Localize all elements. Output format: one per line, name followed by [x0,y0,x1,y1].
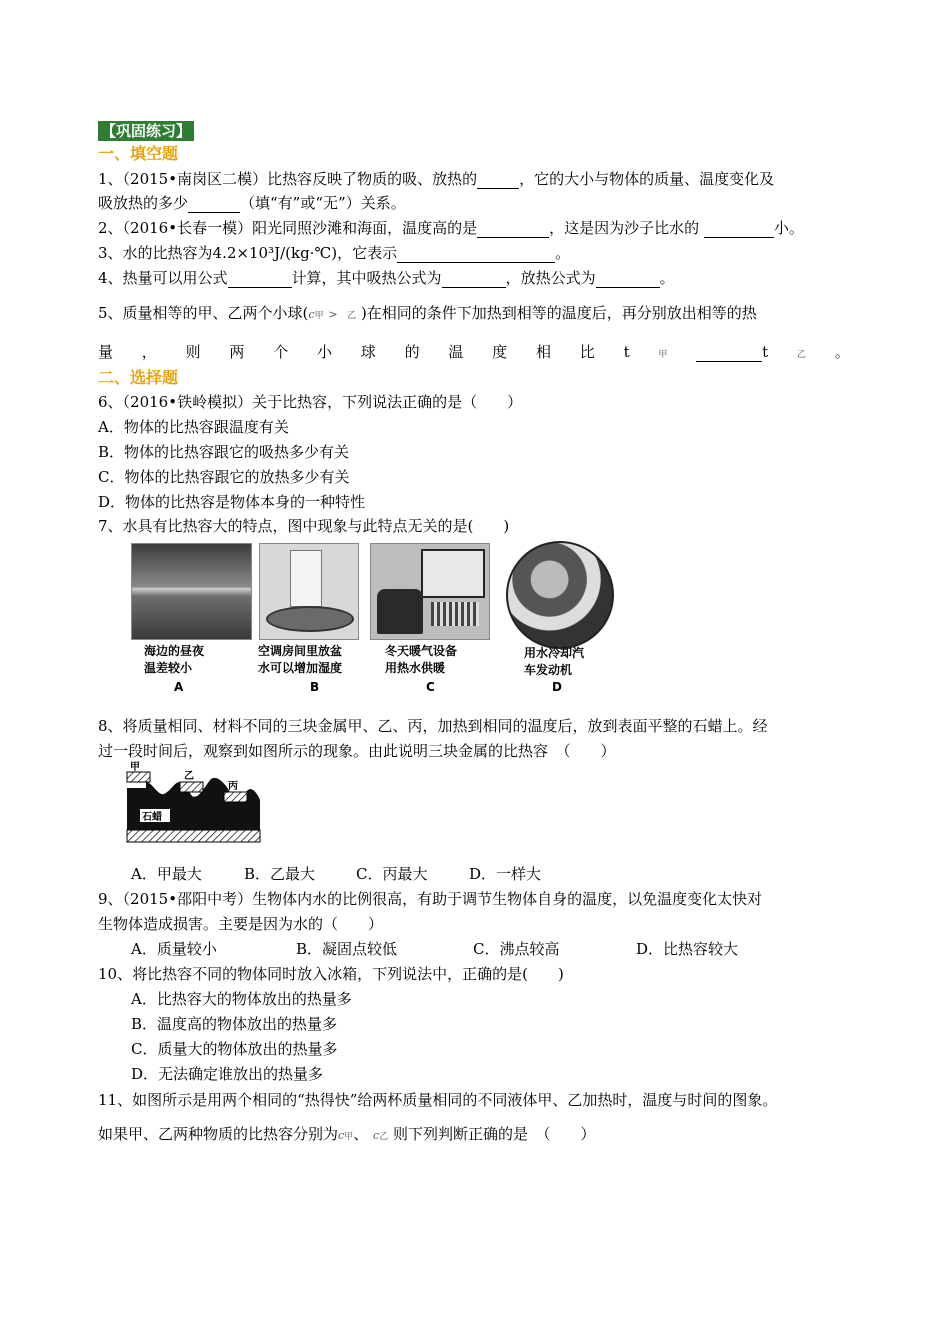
window-shape [421,549,485,598]
q8-line2: 过一段时间后，观察到如图所示的现象。由此说明三块金属的比热容 （ ） [98,742,616,760]
q9-line2: 生物体造成损害。主要是因为水的（ ） [98,915,384,933]
armchair-shape [377,589,423,634]
q4-blank1[interactable] [228,271,292,288]
q11-line2: 如果甲、乙两种物质的比热容分别为c甲、 c乙 则下列判断正确的是 （ ） [98,1125,596,1143]
q5-blank[interactable] [696,345,762,362]
q10-stem: 10、将比热容不同的物体同时放入冰箱，下列说法中，正确的是( ) [98,965,564,983]
q7-caption-a2: 温差较小 [144,661,193,675]
q3-line: 3、水的比热容为4.2×10³J/(kg·℃)，它表示 。 [98,244,571,262]
q7-label-d: D [552,680,562,694]
q1-blank2[interactable] [188,196,240,213]
q7-label-b: B [310,680,320,694]
q1-line2: 吸放热的多少 （填“有”或“无”）关系。 [98,194,406,212]
q3-blank[interactable] [397,246,555,263]
q9-line1: 9、（2015•邵阳中考）生物体内水的比例很高，有助于调节生物体自身的温度，以免温度变化太快对 [98,890,763,908]
practice-header: 【巩固练习】 [98,121,194,141]
q7-caption-b2: 水可以增加湿度 [258,661,343,675]
air-conditioner-shape [290,550,322,607]
block-jia [127,772,150,782]
q8-option-d[interactable]: D．一样大 [469,865,542,883]
q7-photo-b[interactable] [259,543,359,640]
label-jia: 甲 [130,762,140,773]
q2-blank1[interactable] [477,221,549,238]
q10-option-a[interactable]: A．比热容大的物体放出的热量多 [131,990,352,1008]
block-yi [180,782,203,792]
q8-option-c[interactable]: C．丙最大 [356,865,428,883]
q6-option-c[interactable]: C．物体的比热容跟它的放热多少有关 [98,468,350,486]
q7-caption-a1: 海边的昼夜 [144,644,205,658]
q7-caption-c1: 冬天暖气设备 [385,644,458,658]
label-yi: 乙 [184,771,194,782]
q7-photo-d[interactable] [506,541,614,649]
q9-option-b[interactable]: B．凝固点较低 [296,940,398,958]
q11-line1: 11、如图所示是用两个相同的“热得快”给两杯质量相同的不同液体甲、乙加热时，温度与时间的图象。 [98,1091,778,1109]
q7-photo-c[interactable] [370,543,490,640]
q7-label-a: A [174,680,184,694]
q5-line1: 5、质量相等的甲、乙两个小球(c甲 > 乙 )在相同的条件下加热到相等的温度后，再分别放出相等的热 [98,304,757,322]
q7-stem: 7、水具有比热容大的特点，图中现象与此特点无关的是( ) [98,517,510,535]
q6-stem: 6、（2016•铁岭模拟）关于比热容，下列说法正确的是（ ） [98,393,523,411]
q4-blank3[interactable] [596,271,660,288]
q10-option-d[interactable]: D．无法确定谁放出的热量多 [131,1065,324,1083]
q7-caption-b1: 空调房间里放盆 [258,644,343,658]
q8-line1: 8、将质量相同、材料不同的三块金属甲、乙、丙，加热到相同的温度后，放到表面平整的石蜡上。经 [98,717,768,735]
q6-option-a[interactable]: A．物体的比热容跟温度有关 [98,418,289,436]
q7-photo-a[interactable] [131,543,252,640]
label-bing: 丙 [228,781,238,792]
q10-option-b[interactable]: B．温度高的物体放出的热量多 [131,1015,338,1033]
q1-blank1[interactable] [477,172,519,189]
q2-line: 2、（2016•长春一模）阳光同照沙滩和海面，温度高的是 ，这是因为沙子比水的 小。 [98,219,804,237]
q9-option-a[interactable]: A．质量较小 [131,940,217,958]
block-bing [224,792,247,802]
q7-caption-d1: 用水冷却汽 [524,646,585,660]
q8-option-a[interactable]: A．甲最大 [131,865,202,883]
q7-caption-c2: 用热水供暖 [385,661,446,675]
q1-line1: 1、（2015•南岗区二模）比热容反映了物质的吸、放热的 ，它的大小与物体的质量、温度变化及 [98,170,775,188]
q8-wax-figure [124,760,264,844]
q8-option-b[interactable]: B．乙最大 [244,865,316,883]
q6-option-b[interactable]: B．物体的比热容跟它的吸热多少有关 [98,443,350,461]
label-wax: 石蜡 [142,812,162,823]
q2-blank2[interactable] [704,221,774,238]
radiator-shape [431,602,479,626]
q9-option-d[interactable]: D．比热容较大 [636,940,739,958]
wax-base [127,830,260,842]
q6-option-d[interactable]: D．物体的比热容是物体本身的一种特性 [98,493,366,511]
basin-shape [266,606,354,632]
section-choice: 二、选择题 [98,368,179,387]
q4-line: 4、热量可以用公式 计算，其中吸热公式为 ，放热公式为 。 [98,269,675,287]
q10-option-c[interactable]: C．质量大的物体放出的热量多 [131,1040,338,1058]
q4-blank2[interactable] [442,271,506,288]
q5-line2: 量 ， 则 两 个 小 球 的 温 度 相 比 t 甲 t 乙 。 [98,343,850,361]
q7-label-c: C [426,680,435,694]
q9-option-c[interactable]: C．沸点较高 [473,940,560,958]
section-fill-blank: 一、填空题 [98,144,179,163]
q7-caption-d2: 车发动机 [524,663,573,677]
